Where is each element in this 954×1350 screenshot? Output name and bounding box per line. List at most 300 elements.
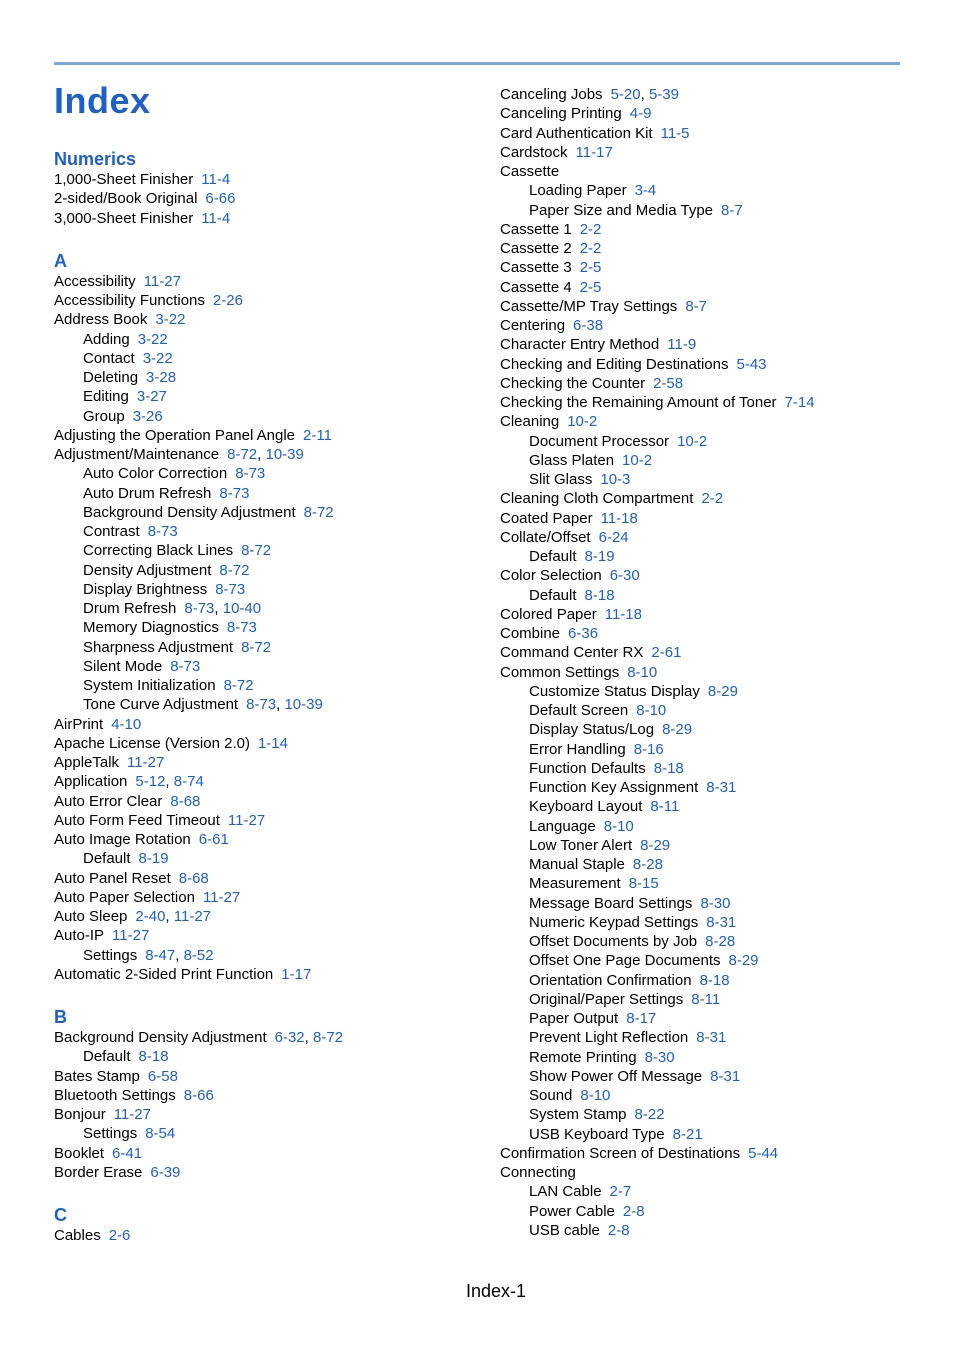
index-term: Display Status/Log (529, 721, 655, 739)
page-link[interactable]: 8-72 (241, 638, 272, 656)
page-link[interactable]: 8-31 (706, 913, 737, 931)
index-term: Correcting Black Lines (83, 542, 234, 560)
index-term: Combine (500, 625, 561, 642)
index-entry (500, 374, 920, 393)
index-subentry (54, 618, 474, 637)
page-link[interactable]: 6-39 (150, 1163, 181, 1181)
page-link[interactable]: 11-9 (667, 336, 697, 354)
index-entry (54, 888, 474, 907)
page-link[interactable]: 8-72 (227, 446, 258, 463)
index-term: Auto Sleep (54, 908, 128, 925)
index-term: Document Processor (529, 432, 670, 450)
page-link[interactable]: 3-22 (142, 349, 173, 367)
index-term: Customize Status Display (529, 682, 700, 700)
index-subentry (54, 638, 474, 657)
index-subentry (500, 836, 920, 855)
page-link[interactable]: 1-17 (281, 965, 312, 983)
index-subentry: Drum Refresh 8-73, 10-40 (83, 600, 262, 617)
page-link[interactable]: 11-17 (575, 143, 613, 161)
page-link[interactable]: 11-4 (201, 171, 231, 188)
page-link[interactable]: 8-29 (640, 836, 671, 854)
page-link[interactable]: 8-29 (707, 682, 738, 700)
index-term: Message Board Settings (529, 894, 693, 912)
page-link[interactable]: 2-58 (653, 374, 684, 392)
index-term: Collate/Offset (500, 528, 591, 546)
index-term: Paper Output (529, 1010, 619, 1027)
page-link[interactable]: 10-2 (567, 413, 598, 431)
index-subentry (54, 1047, 474, 1066)
index-term: Settings (83, 1125, 138, 1143)
index-section (54, 148, 474, 228)
index-term: Tone Curve Adjustment (83, 696, 239, 714)
page-link[interactable]: 3-28 (146, 369, 177, 386)
page-link[interactable]: 8-29 (662, 721, 693, 739)
index-subentry (500, 201, 920, 220)
page-link[interactable]: 8-10 (627, 663, 658, 681)
index-subentry (500, 817, 920, 836)
index-section (54, 1006, 474, 1182)
index-term: Silent Mode (83, 657, 163, 675)
index-subentry (54, 387, 474, 406)
index-term: Checking and Editing Destinations (500, 355, 729, 373)
index-entry (500, 509, 920, 528)
page-link[interactable]: 2-7 (609, 1183, 632, 1201)
index-entry (500, 1163, 920, 1182)
page-link[interactable]: 8-54 (145, 1125, 176, 1143)
page-link[interactable]: 8-18 (584, 586, 615, 604)
page-link[interactable]: 10-3 (600, 471, 631, 488)
index-term: Checking the Counter (500, 374, 646, 392)
index-entry (500, 643, 920, 662)
index-term: Auto Image Rotation (54, 831, 191, 848)
index-term: AirPrint (54, 715, 104, 733)
page-link[interactable]: 8-16 (633, 740, 664, 758)
page-link[interactable]: 6-38 (573, 317, 604, 334)
index-term: Checking the Remaining Amount of Toner (500, 394, 777, 411)
page-link[interactable]: 2-5 (579, 278, 602, 296)
index-term: Common Settings (500, 663, 620, 681)
page-link[interactable]: 11-27 (112, 927, 150, 945)
index-subentry (54, 580, 474, 599)
page-link[interactable]: 10-39 (265, 446, 304, 463)
page-link[interactable]: 2-5 (579, 259, 602, 277)
page-link[interactable]: 2-40 (135, 908, 166, 925)
page-link[interactable]: 8-47 (145, 946, 176, 964)
page-link[interactable]: 2-2 (579, 240, 602, 257)
index-subentry (500, 894, 920, 913)
index-term: Auto Paper Selection (54, 888, 195, 906)
index-entry (500, 605, 920, 624)
page-link[interactable]: 8-73 (235, 465, 266, 483)
index-term: Group (83, 407, 125, 425)
page-link[interactable]: 8-73 (226, 619, 257, 637)
page-link[interactable]: 11-27 (143, 272, 181, 290)
page-link[interactable]: 10-40 (222, 600, 262, 617)
index-term: Bates Stamp (54, 1067, 140, 1085)
page-link[interactable]: 8-73 (170, 657, 201, 675)
index-term: Power Cable (529, 1202, 615, 1220)
index-entry (500, 258, 920, 277)
index-term: Command Center RX (500, 644, 644, 662)
page-link[interactable]: 5-44 (748, 1144, 779, 1162)
page-link[interactable]: 11-27 (113, 1106, 151, 1123)
index-term: Color Selection (500, 567, 602, 585)
index-term: Default (529, 548, 577, 565)
page-link[interactable]: 8-30 (644, 1048, 675, 1066)
index-subentry (500, 547, 920, 566)
index-entry (500, 278, 920, 297)
index-term: Cables (54, 1227, 101, 1244)
page-link[interactable]: 2-8 (622, 1202, 645, 1220)
index-subentry (500, 913, 920, 932)
index-entry (500, 162, 920, 181)
page-link[interactable]: 8-73 (184, 600, 215, 617)
index-subentry (54, 407, 474, 426)
page-link[interactable]: 8-68 (170, 792, 201, 810)
index-entry (54, 792, 474, 811)
index-term: Connecting (500, 1164, 576, 1181)
index-entry (500, 528, 920, 547)
page-link[interactable]: 2-2 (701, 490, 724, 508)
index-entry (54, 926, 474, 945)
index-term: Deleting (83, 369, 139, 386)
page-link[interactable]: 8-72 (223, 677, 254, 694)
page-link[interactable]: 5-20 (610, 86, 641, 103)
index-term: Remote Printing (529, 1048, 637, 1066)
page-link[interactable]: 8-19 (138, 850, 169, 868)
index-term: Adjustment/Maintenance (54, 446, 220, 463)
index-subentry (54, 541, 474, 560)
page-link[interactable]: 8-73 (147, 523, 178, 540)
index-term: Orientation Confirmation (529, 971, 692, 989)
index-subentry (500, 990, 920, 1009)
index-term: Sound (529, 1087, 573, 1104)
page-link[interactable]: 6-61 (198, 831, 229, 848)
index-entry: Canceling Jobs 5-20, 5-39 (500, 86, 679, 103)
page-link[interactable]: 2-61 (651, 644, 682, 662)
index-term: Cassette 3 (500, 259, 572, 277)
page-link[interactable]: 2-8 (607, 1221, 630, 1239)
page-link[interactable]: 8-31 (696, 1029, 727, 1047)
index-subentry (500, 797, 920, 816)
index-term: Paper Size and Media Type (529, 201, 714, 219)
page-link[interactable]: 2-26 (212, 292, 243, 309)
page-link[interactable]: 4-10 (111, 715, 142, 733)
index-subentry: Tone Curve Adjustment 8-73, 10-39 (83, 696, 323, 714)
page-link[interactable]: 8-31 (706, 779, 737, 796)
index-term: Accessibility (54, 272, 136, 290)
index-subentry (54, 676, 474, 695)
page-link[interactable]: 6-36 (568, 625, 599, 642)
index-subentry (500, 932, 920, 951)
page-link[interactable]: 8-17 (626, 1010, 657, 1027)
index-term: Contact (83, 349, 135, 367)
index-subentry (54, 464, 474, 483)
index-term: Show Power Off Message (529, 1067, 703, 1085)
page-link[interactable]: 8-72 (313, 1029, 344, 1046)
index-term: Function Defaults (529, 759, 646, 777)
page-link[interactable]: 8-10 (636, 702, 667, 719)
index-entry (54, 1105, 474, 1124)
index-term: Adding (83, 330, 130, 348)
index-subentry (500, 701, 920, 720)
page-link[interactable]: 11-27 (202, 888, 241, 906)
index-entry (500, 335, 920, 354)
page-link[interactable]: 8-72 (241, 542, 272, 560)
page-link[interactable]: 11-18 (604, 605, 642, 623)
index-subentry (54, 330, 474, 349)
index-subentry (500, 451, 920, 470)
index-entry (500, 124, 920, 143)
index-section (500, 85, 920, 1240)
index-term: Default (83, 850, 131, 868)
page-title: Index (54, 80, 151, 121)
page-link[interactable]: 10-39 (284, 696, 323, 714)
page-link[interactable]: 7-14 (784, 394, 815, 411)
page-link[interactable]: 11-27 (127, 754, 165, 771)
index-entry (54, 209, 474, 228)
page-link[interactable]: 10-2 (677, 432, 708, 450)
index-term: Drum Refresh (83, 600, 177, 617)
index-subentry (500, 1125, 920, 1144)
page-link[interactable]: 8-72 (303, 503, 334, 521)
index-subentry (500, 1009, 920, 1028)
index-entry: Application 5-12, 8-74 (54, 773, 204, 791)
index-term: Cassette (500, 163, 560, 180)
page-link[interactable]: 11-18 (600, 509, 638, 527)
index-subentry (500, 1048, 920, 1067)
page-link[interactable]: 8-73 (215, 580, 246, 598)
index-entry (54, 753, 474, 772)
index-term: Cassette 1 (500, 220, 572, 238)
page-number: Index-1 (465, 1281, 527, 1301)
section-heading: Numerics (54, 149, 137, 169)
index-entry (54, 1086, 474, 1105)
index-term: Sharpness Adjustment (83, 638, 234, 656)
index-term: Adjusting the Operation Panel Angle (54, 426, 296, 444)
page-link[interactable]: 3-27 (136, 388, 167, 406)
index-subentry (54, 561, 474, 580)
page-link[interactable]: 8-28 (632, 856, 663, 873)
index-column-left (54, 148, 474, 1267)
page-link[interactable]: 2-6 (108, 1227, 131, 1244)
page-link[interactable]: 8-22 (634, 1106, 665, 1124)
index-subentry (500, 759, 920, 778)
index-term: Address Book (54, 311, 148, 329)
page-link[interactable]: 8-29 (728, 952, 759, 970)
index-term: Card Authentication Kit (500, 124, 653, 142)
index-term: 1,000-Sheet Finisher (54, 171, 194, 188)
index-term: Auto Panel Reset (54, 869, 171, 887)
page-link[interactable]: 8-74 (173, 773, 204, 791)
index-term: Slit Glass (529, 471, 593, 488)
page-link[interactable]: 8-52 (183, 946, 214, 964)
page-link[interactable]: 8-7 (721, 201, 743, 219)
page-link[interactable]: 6-32 (274, 1029, 305, 1046)
index-term: Keyboard Layout (529, 798, 643, 816)
page-link[interactable]: 8-30 (700, 894, 731, 912)
index-term: Auto Drum Refresh (83, 484, 212, 502)
index-entry (500, 355, 920, 374)
index-subentry (500, 951, 920, 970)
index-entry (500, 220, 920, 239)
index-term: Border Erase (54, 1163, 143, 1181)
page-link[interactable]: 6-24 (598, 528, 629, 546)
section-heading: B (54, 1007, 67, 1027)
index-entry (54, 734, 474, 753)
index-subentry (54, 368, 474, 387)
index-term: Apache License (Version 2.0) (54, 734, 250, 752)
index-term: Cassette 4 (500, 278, 572, 296)
index-term: Density Adjustment (83, 561, 212, 579)
index-entry (500, 1144, 920, 1163)
index-entry (500, 297, 920, 316)
index-term: Memory Diagnostics (83, 619, 219, 637)
index-term: Cleaning Cloth Compartment (500, 490, 694, 508)
index-term: Original/Paper Settings (529, 990, 684, 1008)
page-link[interactable]: 8-19 (584, 548, 615, 565)
index-entry (54, 272, 474, 291)
page-link[interactable]: 2-2 (579, 220, 602, 238)
page-link[interactable]: 8-68 (178, 869, 209, 887)
page-link[interactable]: 8-73 (219, 484, 250, 502)
page-link[interactable]: 6-30 (609, 567, 640, 585)
index-term: Cassette/MP Tray Settings (500, 297, 678, 315)
page-link[interactable]: 8-66 (183, 1086, 214, 1104)
page-link[interactable]: 6-66 (205, 190, 236, 208)
index-term: System Stamp (529, 1106, 627, 1124)
index-entry (500, 104, 920, 123)
page-link[interactable]: 5-39 (648, 86, 679, 103)
page-link[interactable]: 11-5 (660, 124, 690, 142)
index-entry (500, 412, 920, 431)
index-subentry (500, 432, 920, 451)
page-link[interactable]: 8-11 (691, 990, 721, 1008)
index-entry (54, 1226, 474, 1245)
index-term: Confirmation Screen of Destinations (500, 1144, 741, 1162)
index-term: Canceling Jobs (500, 86, 603, 103)
page-link[interactable]: 2-11 (303, 426, 332, 444)
page-link[interactable]: 3-22 (137, 330, 168, 348)
index-term: Auto Error Clear (54, 792, 163, 810)
page-link[interactable]: 10-2 (622, 451, 653, 469)
index-subentry (54, 484, 474, 503)
index-entry (500, 143, 920, 162)
page-link[interactable]: 8-18 (699, 971, 730, 989)
index-entry (500, 239, 920, 258)
index-term: Cardstock (500, 143, 568, 161)
index-subentry (500, 1105, 920, 1124)
index-subentry (500, 1086, 920, 1105)
page-link[interactable]: 8-18 (138, 1048, 169, 1066)
index-subentry (54, 349, 474, 368)
index-term: USB cable (529, 1221, 600, 1239)
index-entry (54, 965, 474, 984)
page-link[interactable]: 8-28 (705, 933, 736, 950)
index-entry (500, 316, 920, 335)
index-subentry (500, 855, 920, 874)
page-link[interactable]: 3-4 (634, 182, 657, 200)
page-link[interactable]: 11-27 (173, 908, 212, 925)
index-term: Accessibility Functions (54, 292, 205, 309)
index-term: Settings (83, 946, 138, 964)
page-link[interactable]: 8-10 (580, 1087, 611, 1104)
index-term: Default (529, 586, 577, 604)
index-term: Background Density Adjustment (83, 503, 296, 521)
page-link[interactable]: 5-12 (135, 773, 166, 791)
page-link[interactable]: 8-11 (650, 798, 680, 816)
page-link[interactable]: 8-31 (710, 1067, 741, 1085)
page-link[interactable]: 6-58 (147, 1067, 178, 1085)
index-term: Auto-IP (54, 927, 105, 945)
index-term: Default Screen (529, 702, 629, 719)
index-term: Default (83, 1048, 131, 1066)
index-term: Bluetooth Settings (54, 1086, 176, 1104)
index-term: Auto Form Feed Timeout (54, 811, 220, 829)
index-term: Contrast (83, 523, 140, 540)
index-subentry (500, 1182, 920, 1201)
page-link[interactable]: 3-26 (132, 407, 163, 425)
page-link[interactable]: 1-14 (257, 734, 288, 752)
index-entry (500, 566, 920, 585)
index-subentry (54, 657, 474, 676)
index-subentry (500, 181, 920, 200)
index-entry (54, 1163, 474, 1182)
index-term: Loading Paper (529, 182, 627, 200)
page-link[interactable]: 8-15 (628, 875, 659, 893)
page-link[interactable]: 8-72 (219, 561, 250, 579)
index-term: Character Entry Method (500, 336, 660, 354)
index-subentry (500, 1221, 920, 1240)
index-entry (54, 830, 474, 849)
index-term: Application (54, 773, 128, 791)
page-link[interactable]: 8-73 (246, 696, 277, 714)
index-term: Cleaning (500, 413, 560, 431)
index-entry (54, 170, 474, 189)
page-link[interactable]: 6-41 (112, 1144, 143, 1162)
index-term: Numeric Keypad Settings (529, 913, 699, 931)
index-subentry (500, 740, 920, 759)
index-subentry (500, 682, 920, 701)
index-subentry (54, 522, 474, 541)
page-link[interactable]: 11-27 (227, 811, 266, 829)
page-link[interactable]: 8-7 (685, 297, 707, 315)
index-subentry (500, 586, 920, 605)
index-term: Cassette 2 (500, 240, 572, 257)
header-rule (54, 62, 900, 65)
index-subentry (500, 874, 920, 893)
page-link[interactable]: 8-10 (603, 817, 634, 835)
page-link[interactable]: 8-21 (672, 1125, 703, 1143)
index-entry (54, 426, 474, 445)
index-subentry (500, 1067, 920, 1086)
index-term: Editing (83, 388, 129, 406)
page-link[interactable]: 3-22 (155, 311, 186, 329)
index-subentry (500, 1028, 920, 1047)
page-link[interactable]: 11-4 (201, 209, 231, 227)
section-heading: C (54, 1205, 67, 1225)
index-subentry (500, 470, 920, 489)
index-entry (500, 663, 920, 682)
page-link[interactable]: 4-9 (629, 105, 652, 123)
index-term: Offset Documents by Job (529, 933, 698, 950)
index-entry: Adjustment/Maintenance 8-72, 10-39 (54, 446, 304, 463)
page-link[interactable]: 8-18 (653, 759, 684, 777)
index-entry (54, 189, 474, 208)
index-term: System Initialization (83, 677, 216, 694)
page-link[interactable]: 5-43 (736, 355, 767, 373)
index-subentry (500, 720, 920, 739)
